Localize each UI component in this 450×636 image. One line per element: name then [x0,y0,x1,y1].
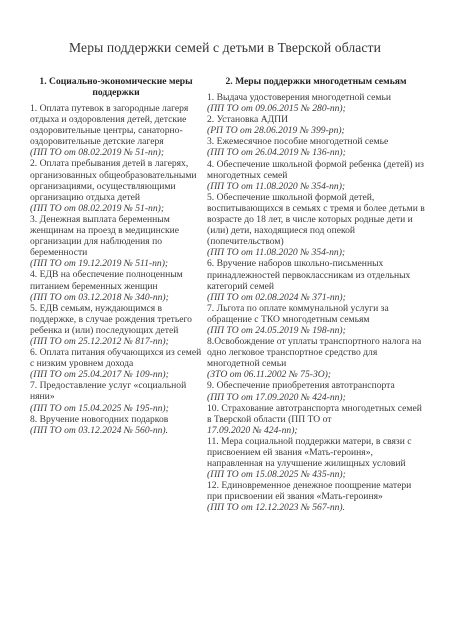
item-ref: (ПП ТО от 17.09.2020 № 424-пп); [207,391,346,403]
list-item [207,336,425,380]
item-text: 4. ЕДВ на обеспечение полноценным питанием беременных женщин [30,269,183,292]
item-text: 1. Выдача удостоверения многодетной семьи [207,92,391,103]
page-title: Меры поддержки семей с детьми в Тверской области [69,40,381,55]
item-ref: (ПП ТО от 19.12.2019 № 511-пп); [30,258,169,270]
item-ref: (ПП ТО от 15.04.2025 № 195-пп); [30,402,169,414]
list-item [207,192,425,259]
list-item [30,347,202,380]
list-item [207,380,425,402]
item-text: 5. ЕДВ семьям, нуждающимся в поддержке, в случае рождения третьего ребенка и (или) последующих детей [30,302,192,336]
item-ref: (ЗТО от 06.11.2002 № 75-ЗО); [207,369,332,381]
list-item [30,103,202,158]
item-text: 7. Предоставление услуг «социальной няни» [30,380,187,403]
item-ref: (ПП ТО от 03.12.2018 № 340-пп); [30,291,169,303]
list-item [207,436,425,480]
item-text: 6. Вручение наборов школьно-письменных принадлежностей первоклассникам из отдельных категорий семей [207,258,411,292]
item-ref: (ПП ТО от 08.02.2019 № 51-пп); [30,202,165,214]
item-text: 4. Обеспечение школьной формой ребенка (детей) из многодетных семей [207,158,424,181]
list-item [207,403,425,436]
item-ref: (ПП ТО от 15.08.2025 № 435-пп); [207,469,346,481]
list-item [207,258,425,302]
list-item [207,159,425,192]
list-item [207,480,425,513]
left-column [30,76,202,436]
list-item [207,303,425,336]
item-ref: (ПП ТО от 24.05.2019 № 198-пп); [207,324,346,336]
item-text: 3. Ежемесячное пособие многодетной семье [207,136,389,148]
item-ref: (ПП ТО от 11.08.2020 № 354-пп); [207,180,346,192]
list-item [30,303,202,347]
item-ref: (ПП ТО от 26.04.2019 № 136-пп); [207,147,346,159]
item-ref: (ПП ТО от 08.02.2019 № 51-пп); [30,147,165,159]
item-ref: (ПП ТО от 25.04.2017 № 109-пп); [30,369,169,381]
item-text: 10. Страхование автотранспорта многодетных семей в Тверской области (ПП ТО от [207,402,422,425]
list-item [30,414,202,436]
list-item [207,92,425,114]
list-item [30,214,202,269]
item-text: 5. Обеспечение школьной формой детей, воспитывающихся в семьях с тремя и более детьми в возрасте до 18 лет, в числе которых родные дети и (или) дети, находящиеся под опекой (попечительством) [207,191,425,248]
right-column-heading: 2. Меры поддержки многодетным семьям [225,76,407,87]
item-ref: (РП ТО от 28.06.2019 № 399-рп); [207,125,345,137]
item-ref: 17.09.2020 № 424-пп); [207,424,298,436]
item-ref: (ПП ТО от 03.12.2024 № 560-пп). [30,424,169,436]
item-text: 9. Обеспечение приобретения автотранспорта [207,380,395,392]
item-ref: (ПП ТО от 11.08.2020 № 354-пп); [207,247,346,259]
item-ref: (ПП ТО от 12.12.2023 № 567-пп). [207,502,346,514]
list-item [30,158,202,213]
item-text: 8.Освобождение от уплаты транспортного налога на одно легковое транспортное средство для многодетной семьи [207,336,422,370]
item-ref: (ПП ТО от 02.08.2024 № 371-пп); [207,291,346,303]
list-item [207,114,425,136]
item-text: 12. Единовременное денежное поощрение матери при присвоении ей звания «Мать-героиня» [207,480,412,503]
item-text: 1. Оплата путевок в загородные лагеря отдыха и оздоровления детей, детские оздоровительные центры, санаторно-оздоровительные детские лагеря [30,103,189,148]
item-text: 11. Мера социальной поддержки матери, в связи с присвоением ей звания «Мать-героиня», направленная на улучшение жилищных условий [207,435,412,470]
item-text: 7. Льгота по оплате коммунальной услуги за обращение с ТКО многодетным семьям [207,302,389,325]
item-text: 8. Вручение новогодних подарков [30,413,169,425]
item-ref: (ПП ТО от 09.06.2015 № 280-пп); [207,103,346,115]
list-item [30,380,202,413]
left-column-heading: 1. Социально-экономические меры поддержки [39,76,193,98]
item-text: 2. Оплата пребывания детей в лагерях, организованных общеобразовательными организациями, осуществляющими организацию отдыха детей [30,158,197,203]
item-text: 6. Оплата питания обучающихся из семей с низким уровнем дохода [30,347,202,370]
item-text: 2. Установка АДПИ [207,114,289,126]
right-column [207,76,425,514]
item-ref: (ПП ТО от 25.12.2012 № 817-пп); [30,335,169,347]
list-item [207,136,425,158]
item-text: 3. Денежная выплата беременным женщинам на проезд в медицинские организации для наблюдения по беременности [30,213,180,259]
list-item [30,269,202,302]
